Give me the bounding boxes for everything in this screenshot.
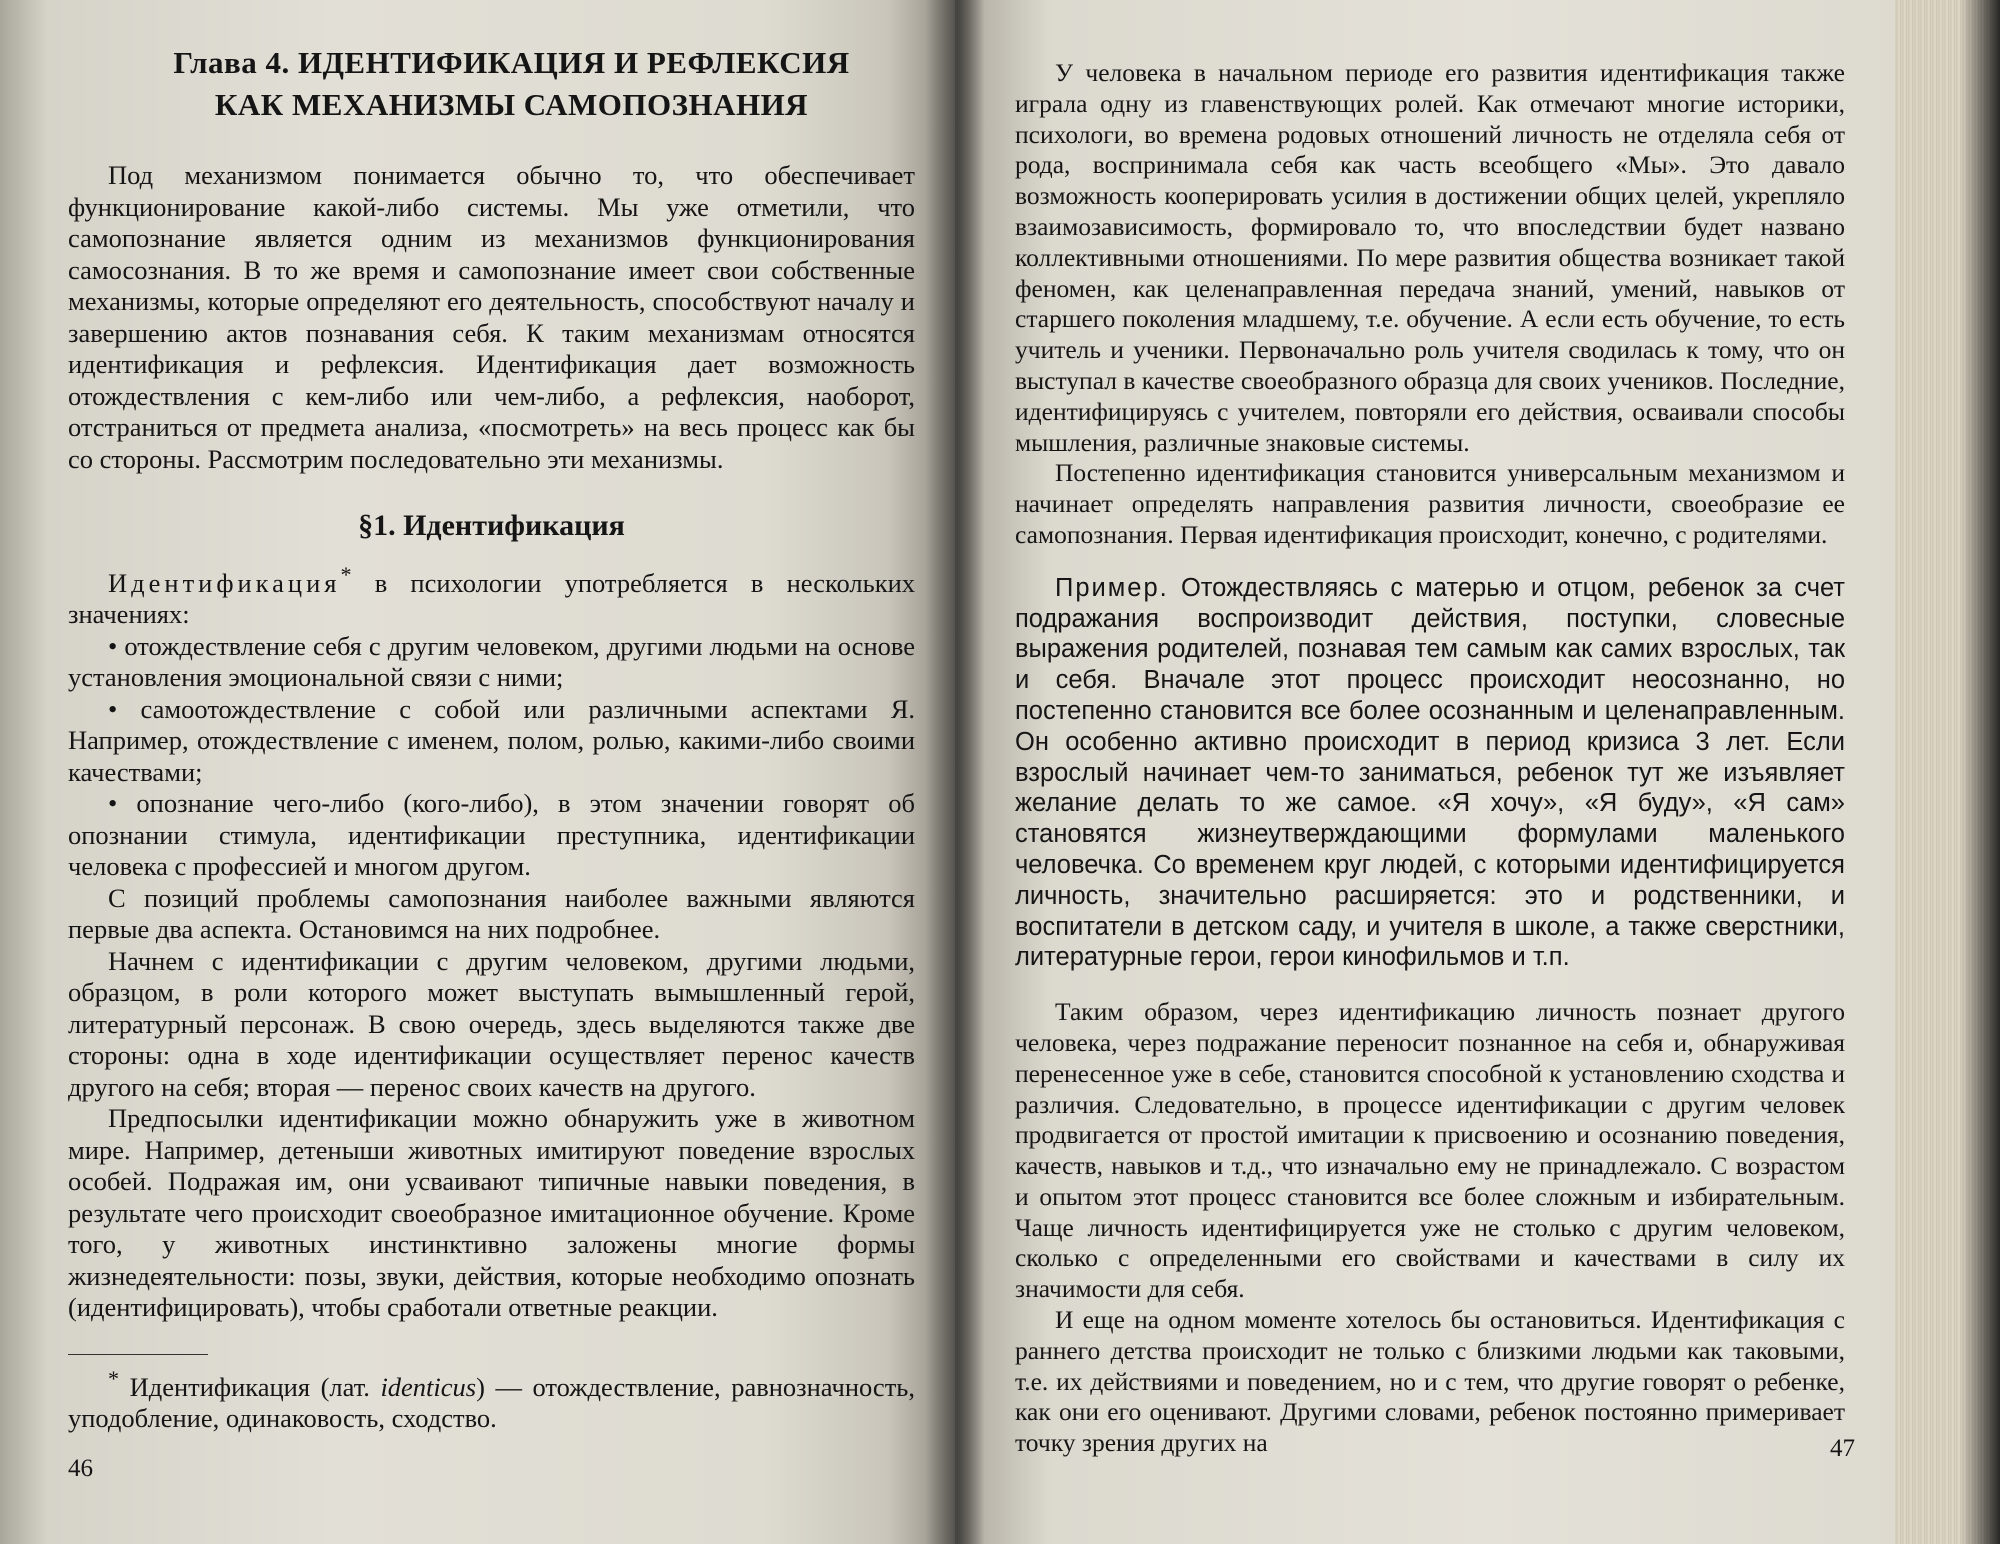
footnote-mark: * [108,1365,120,1391]
book-gutter [925,0,985,1544]
chapter-title [108,42,915,126]
example-label: Пример. [1055,573,1169,602]
definition-paragraph [68,559,915,631]
definition-term: Идентификация [108,567,341,598]
body-paragraph: Таким образом, через идентификацию личность познает другого человека, через подражание переносит познанное на себя и, обнаруживая перенесенное уже в себе, становится способной к установлению сходства и различия. Следовательно, в процессе идентификации с другим человек продвигается от простой имитации к присвоению и осознанию поведения, качеств, навыков и т.д., что изначально ему не принадлежало. С возрастом и опытом этот процесс становится все более сложным и избирательным. Чаще личность идентифицируется уже не столько с другим человеком, сколько с определенными его свойствами и качествами в силу их значимости для себя. [1015,997,1845,1304]
chapter-title-line2: КАК МЕХАНИЗМЫ САМОПОЗНАНИЯ [214,87,809,122]
footnote-text-start: Идентификация (лат. [119,1371,381,1402]
body-paragraph: Предпосылки идентификации можно обнаружить уже в животном мире. Например, детеныши животных имитируют поведение взрослых особей. Подражая им, они усваивают типичные навыки поведения, в результате чего происходит своеобразное имитационное обучение. Кроме того, у животных инстинктивно заложены многие формы жизнедеятельности: позы, звуки, действия, которые необходимо опознать (идентифицировать), чтобы сработали ответные реакции. [68,1103,915,1323]
left-page [0,0,955,1544]
body-paragraph: Постепенно идентификация становится универсальным механизмом и начинает определять направления развития личности, своеобразие ее самопознания. Первая идентификация происходит, конечно, с родителями. [1015,458,1845,549]
page-number-left: 46 [68,1455,93,1482]
body-paragraph: У человека в начальном периоде его развития идентификация также играла одну из главенствующих ролей. Как отмечают многие историки, психологи, во времена родовых отношений личность не отделяла себя от рода, воспринимала себя как часть всеобщего «Мы». Это давало возможность кооперировать усилия в достижении общих целей, укрепляло взаимозависимость, формировало то, что впоследствии будет названо коллективными отношениями. По мере развития общества возникает такой феномен, как целенаправленная передача знаний, умений, навыков от старшего поколения младшему, т.е. обучение. А если есть обучение, то есть учитель и ученики. Первоначально роль учителя сводилась к тому, что он выступал в качестве своеобразного образца для своих учеников. Последние, идентифицируясь с учителем, повторяли его действия, осваивали способы мышления, различные знаковые системы. [1015,58,1845,457]
footnote-ref: * [340,562,352,587]
right-page [955,0,1915,1544]
bullet-item: • самоотождествление с собой или различными аспектами Я. Например, отождествление с именем, полом, ролью, какими-либо своими качествами; [68,693,915,787]
example-text: Отождествляясь с матерью и отцом, ребенок за счет подражания воспроизводит действия, поступки, словесные выражения родителей, познавая тем самым как самих взрослых, так и себя. Вначале этот процесс происходит неосознанно, но постепенно становится все более осознанным и целенаправленным. Он особенно активно происходит в период кризиса 3 лет. Если взрослый начинает чем-то заниматься, ребенок тут же изъявляет желание делать то же самое. «Я хочу», «Я буду», «Я сам» становятся жизнеутверждающими формулами маленького человечка. Со временем круг людей, с которыми идентифицируется личность, значительно расширяется: это и родственники, и воспитатели в детском саду, и учителя в школе, а также сверстники, литературные герои, герои кинофильмов и т.п. [1015,573,1845,972]
body-paragraph: И еще на одном моменте хотелось бы остановиться. Идентификация с раннего детства происходит не только с близкими людьми как таковыми, т.е. их действиями и поведением, но и с тем, что другие говорят о ребенке, как они его оценивают. Другими словами, ребенок постоянно примеривает точку зрения других на [1015,1305,1845,1458]
section-title: §1. Идентификация [358,509,625,542]
bullet-item: • опознание чего-либо (кого-либо), в этом значении говорят об опознании стимула, идентификации преступника, идентификации человека с профессией и многом другом. [68,788,915,882]
footnote-divider [68,1354,208,1355]
page-edges [1895,0,2000,1544]
chapter-title-line1: Глава 4. ИДЕНТИФИКАЦИЯ И РЕФЛЕКСИЯ [173,45,850,80]
body-paragraph: Начнем с идентификации с другим человеком, другими людьми, образцом, в роли которого может выступать вымышленный герой, литературный персонаж. В свою очередь, здесь выделяются также две стороны: одна в ходе идентификации осуществляет перенос качеств другого на себя; вторая — перенос своих качеств на другого. [68,945,915,1102]
intro-paragraph: Под механизмом понимается обычно то, что обеспечивает функционирование какой-либо системы. Мы уже отметили, что самопознание является одним из механизмов функционирования самосознания. В то же время и самопознание имеет свои собственные механизмы, которые определяют его деятельность, способствуют началу и завершению актов познавания себя. К таким механизмам относятся идентификация и рефлексия. Идентификация дает возможность отождествления с кем-либо или чем-либо, а рефлексия, наоборот, отстраниться от предмета анализа, «посмотреть» на весь процесс как бы со стороны. Рассмотрим последовательно эти механизмы. [68,160,915,474]
example-block [1015,573,1845,973]
footnote [68,1363,915,1435]
bullet-item: • отождествление себя с другим человеком, другими людьми на основе установления эмоциональной связи с ними; [68,630,915,693]
page-number-right: 47 [1830,1435,1855,1462]
body-paragraph: С позиций проблемы самопознания наиболее важными являются первые два аспекта. Остановимся на них подробнее. [68,882,915,945]
footnote-latin-term: identicus [380,1371,477,1402]
definition-text: в психологии употребляется в нескольких значениях: [68,567,915,630]
footnote-text-end: ) — отождествление, равнозначность, уподобление, одинаковость, сходство. [68,1371,915,1434]
